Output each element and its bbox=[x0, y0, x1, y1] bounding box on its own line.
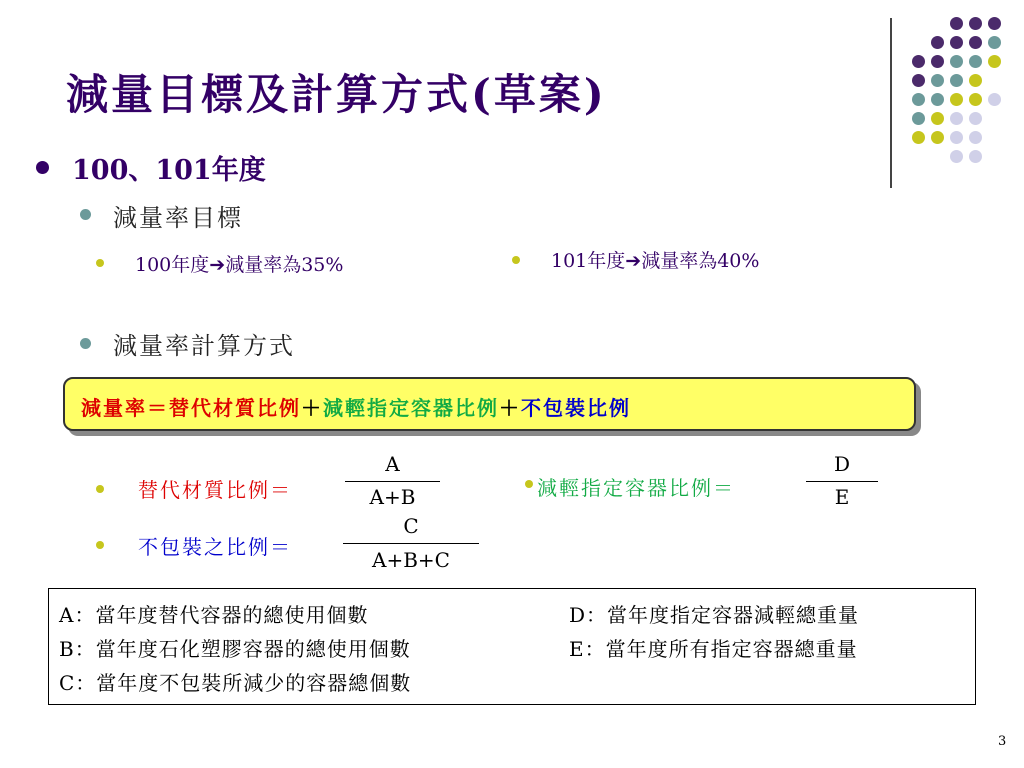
decorative-dot bbox=[988, 36, 1001, 49]
formula-plus: ＋ bbox=[301, 396, 323, 420]
decorative-dot bbox=[988, 55, 1001, 68]
decorative-dot bbox=[931, 131, 944, 144]
target-100 bbox=[135, 250, 343, 277]
definition-b: B：當年度石化塑膠容器的總使用個數 bbox=[59, 637, 411, 661]
title-divider-line bbox=[890, 18, 892, 188]
substitute-denominator: A+B bbox=[369, 485, 416, 509]
fraction-bar bbox=[343, 543, 479, 544]
decorative-dot bbox=[950, 93, 963, 106]
formula-nopack: 不包裝比例 bbox=[521, 396, 631, 420]
target-100-year: 100年度 bbox=[135, 254, 210, 276]
nopack-label: 不包裝之比例＝ bbox=[138, 535, 292, 559]
decorative-dot bbox=[912, 93, 925, 106]
decorative-dot bbox=[969, 17, 982, 30]
formula-plus: ＋ bbox=[499, 396, 521, 420]
fraction-bar bbox=[806, 481, 878, 482]
calc-heading: 減量率計算方式 bbox=[113, 332, 295, 360]
bullet-icon bbox=[96, 485, 104, 493]
nopack-numerator: C bbox=[403, 514, 419, 538]
decorative-dot bbox=[969, 55, 982, 68]
decorative-dot bbox=[931, 55, 944, 68]
decorative-dot bbox=[969, 93, 982, 106]
formula-reduce: 減輕指定容器比例 bbox=[323, 396, 499, 420]
formula-substitute: 替代材質比例 bbox=[169, 396, 301, 420]
target-100-rate: 減量率為35% bbox=[225, 254, 344, 276]
decorative-dot bbox=[969, 74, 982, 87]
page-number: 3 bbox=[998, 734, 1007, 749]
decorative-dot bbox=[969, 150, 982, 163]
substitute-numerator: A bbox=[385, 452, 400, 476]
year-heading: 100、101年度 bbox=[72, 155, 266, 186]
decorative-dot bbox=[950, 17, 963, 30]
decorative-dot bbox=[969, 131, 982, 144]
target-101-year: 101年度 bbox=[551, 250, 626, 272]
substitute-label: 替代材質比例＝ bbox=[138, 478, 292, 502]
decorative-dot bbox=[950, 112, 963, 125]
formula-result: 減量率＝ bbox=[81, 396, 169, 420]
target-heading: 減量率目標 bbox=[113, 204, 243, 232]
definition-e: E：當年度所有指定容器總重量 bbox=[569, 637, 858, 661]
fraction-bar bbox=[345, 481, 440, 482]
reduce-numerator: D bbox=[833, 452, 851, 476]
decorative-dot bbox=[931, 112, 944, 125]
decorative-dot bbox=[912, 131, 925, 144]
definition-a: A：當年度替代容器的總使用個數 bbox=[59, 603, 369, 627]
decorative-dot bbox=[912, 112, 925, 125]
target-101-rate: 減量率為40% bbox=[641, 250, 760, 272]
decorative-dot bbox=[950, 36, 963, 49]
formula-box bbox=[63, 377, 916, 431]
decorative-dot bbox=[931, 93, 944, 106]
reduce-denominator: E bbox=[834, 485, 850, 509]
decorative-dot bbox=[950, 150, 963, 163]
definition-d: D：當年度指定容器減輕總重量 bbox=[569, 603, 860, 627]
arrow-icon: ➔ bbox=[625, 250, 642, 272]
page-title: 減量目標及計算方式(草案) bbox=[66, 70, 607, 119]
reduce-label: 減輕指定容器比例＝ bbox=[537, 476, 735, 500]
nopack-denominator: A+B+C bbox=[372, 548, 450, 572]
decorative-dot bbox=[912, 74, 925, 87]
bullet-icon bbox=[36, 161, 49, 174]
arrow-icon: ➔ bbox=[209, 254, 226, 276]
definition-c: C：當年度不包裝所減少的容器總個數 bbox=[59, 671, 412, 695]
bullet-icon bbox=[96, 259, 104, 267]
decorative-dot bbox=[969, 36, 982, 49]
bullet-icon bbox=[80, 209, 91, 220]
decorative-dot bbox=[969, 112, 982, 125]
decorative-dot bbox=[950, 74, 963, 87]
formula bbox=[81, 392, 631, 421]
decorative-dot bbox=[988, 17, 1001, 30]
bullet-icon bbox=[80, 338, 91, 349]
decorative-dot bbox=[931, 74, 944, 87]
bullet-icon bbox=[525, 480, 533, 488]
decorative-dot bbox=[912, 55, 925, 68]
definitions-box bbox=[48, 588, 976, 705]
decorative-dot bbox=[931, 36, 944, 49]
target-101 bbox=[551, 246, 759, 273]
bullet-icon bbox=[96, 541, 104, 549]
decorative-dot bbox=[950, 55, 963, 68]
decorative-dot bbox=[988, 93, 1001, 106]
decorative-dot bbox=[950, 131, 963, 144]
bullet-icon bbox=[512, 256, 520, 264]
